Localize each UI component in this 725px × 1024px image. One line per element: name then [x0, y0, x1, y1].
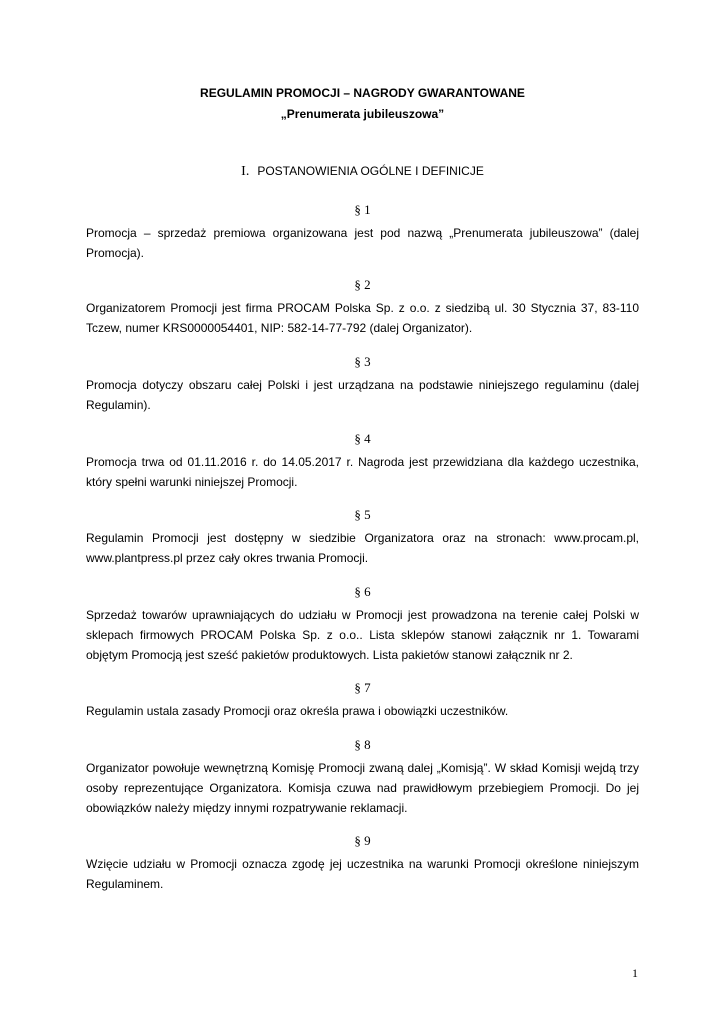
paragraph-text: Promocja dotyczy obszaru całej Polski i jest urządzana na podstawie niniejszego regulaminu (dalej Regulamin).	[86, 378, 639, 412]
paragraph-text: Sprzedaż towarów uprawniających do udziału w Promocji jest prowadzona na terenie całej Polski w sklepach firmowych PROCAM Polska Sp. z o.o.. Lista sklepów stanowi załącznik nr 1. Towarami objętym Promocją jest sześć pakietów produktowych. Lista pakietów stanowi załącznik nr 2.	[86, 608, 639, 662]
paragraph-text: Promocja trwa od 01.11.2016 r. do 14.05.2017 r. Nagroda jest przewidziana dla każdego uczestnika, który spełni warunki niniejszej Promocji.	[86, 455, 639, 489]
section-heading	[0, 164, 725, 180]
paragraph-text: Organizator powołuje wewnętrzną Komisję Promocji zwaną dalej „Komisją”. W skład Komisji wejdą trzy osoby reprezentujące Organizatora. Komisja czuwa nad prawidłowym przebiegiem Promocji. Do jej obowiązków należy między innymi rozpatrywanie reklamacji.	[86, 761, 639, 815]
paragraph-text: Promocja – sprzedaż premiowa organizowana jest pod nazwą „Prenumerata jubileuszowa” (dalej Promocja).	[86, 226, 639, 260]
paragraph-9	[0, 833, 725, 894]
paragraph-1	[0, 202, 725, 263]
paragraph-5	[0, 507, 725, 568]
paragraph-symbol: § 2	[354, 277, 371, 292]
paragraph-symbol: § 5	[354, 507, 371, 522]
paragraph-symbol: § 9	[354, 833, 371, 848]
paragraph-symbol: § 1	[354, 202, 371, 217]
paragraph-symbol: § 3	[354, 354, 371, 369]
paragraph-symbol: § 4	[354, 431, 371, 446]
paragraph-2	[0, 277, 725, 338]
paragraph-text: Organizatorem Promocji jest firma PROCAM Polska Sp. z o.o. z siedzibą ul. 30 Stycznia 37, 83-110 Tczew, numer KRS0000054401, NIP: 582-14-77-792 (dalej Organizator).	[86, 301, 639, 335]
paragraph-text: Wzięcie udziału w Promocji oznacza zgodę jej uczestnika na warunki Promocji określone niniejszym Regulaminem.	[86, 857, 639, 891]
paragraph-3	[0, 354, 725, 415]
paragraph-4	[0, 431, 725, 492]
paragraph-text: Regulamin ustala zasady Promocji oraz określa prawa i obowiązki uczestników.	[86, 704, 509, 718]
document-title: REGULAMIN PROMOCJI – NAGRODY GWARANTOWANE	[200, 86, 525, 100]
paragraph-symbol: § 7	[354, 680, 371, 695]
paragraph-6	[0, 584, 725, 665]
section-title: POSTANOWIENIA OGÓLNE I DEFINICJE	[257, 164, 484, 178]
paragraph-symbol: § 6	[354, 584, 371, 599]
paragraph-symbol: § 8	[354, 737, 371, 752]
paragraph-text: Regulamin Promocji jest dostępny w siedzibie Organizatora oraz na stronach: www.procam.pl, www.plantpress.pl przez cały okres trwania Promocji.	[86, 531, 639, 565]
page-number: 1	[632, 966, 638, 980]
section-number: I.	[241, 164, 250, 179]
paragraph-8	[0, 737, 725, 818]
document-subtitle: „Prenumerata jubileuszowa”	[280, 107, 445, 121]
paragraph-7	[0, 680, 725, 721]
